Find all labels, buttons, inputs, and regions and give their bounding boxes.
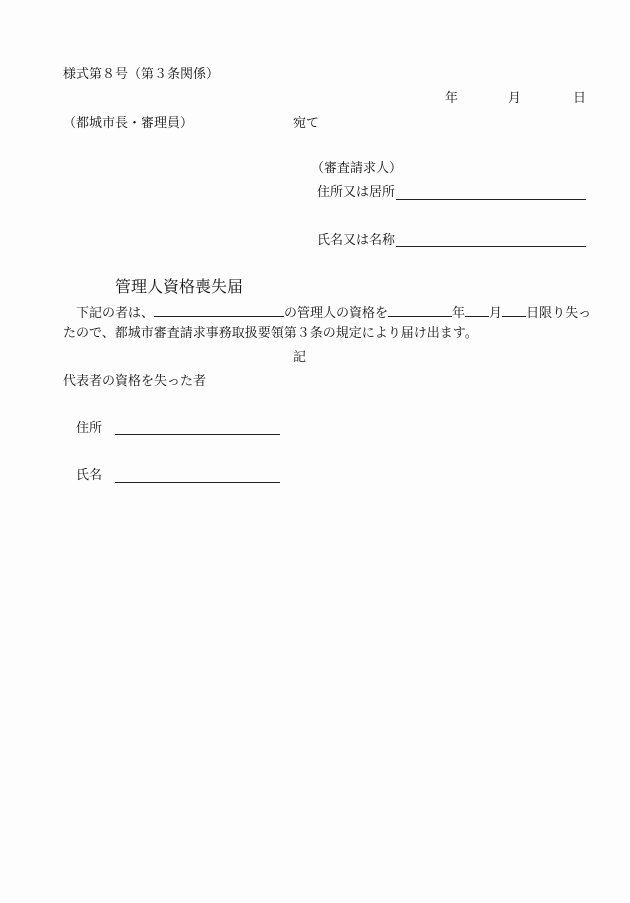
- body-prefix: 下記の者は、: [76, 306, 155, 321]
- blank-day: [502, 303, 526, 317]
- section-name-line: [115, 482, 280, 483]
- section-name-label: 氏名: [76, 468, 103, 483]
- requester-address-label: 住所又は居所: [317, 185, 396, 200]
- body-end: 日限り失っ: [526, 306, 592, 321]
- blank-year: [388, 303, 452, 317]
- date-year-label: 年: [445, 91, 459, 106]
- document-title: 管理人資格喪失届: [115, 277, 244, 296]
- date-day-label: 日: [573, 91, 587, 106]
- body-year: 年: [452, 306, 466, 321]
- body-month: 月: [489, 306, 503, 321]
- requester-heading: （審査請求人）: [311, 161, 403, 176]
- body-line-1: [76, 303, 591, 321]
- ki-mark: 記: [293, 350, 307, 365]
- requester-address-line: [396, 199, 586, 200]
- date-month-label: 月: [508, 91, 522, 106]
- body-line-2: たので、都城市審査請求事務取扱要領第３条の規定により届け出ます。: [63, 326, 478, 341]
- addressee-name: （都城市長・審理員）: [63, 116, 194, 131]
- section-address-line: [115, 434, 280, 435]
- section-heading: 代表者の資格を失った者: [63, 374, 207, 389]
- addressee-suffix: 宛て: [293, 116, 320, 131]
- requester-name-label: 氏名又は名称: [317, 233, 396, 248]
- blank-name: [154, 303, 284, 317]
- blank-month: [465, 303, 489, 317]
- form-number: 様式第８号（第３条関係）: [63, 67, 220, 82]
- section-address-label: 住所: [76, 421, 103, 436]
- requester-name-line: [396, 246, 586, 247]
- body-mid: の管理人の資格を: [284, 306, 389, 321]
